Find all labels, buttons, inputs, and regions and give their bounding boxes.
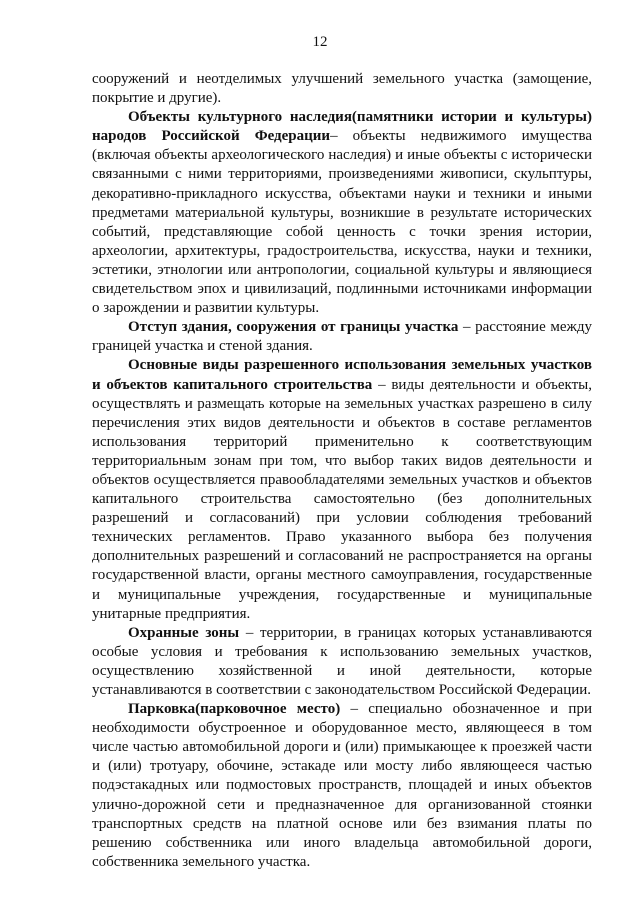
definition-term: Объекты культурного наследия(памятники истории и культуры) народов Российской Федерации: [92, 109, 592, 145]
definition-text: – виды деятельности и объекты, осуществлять и размещать которые на земельных участках разрешено в силу перечисления этих видов деятельности и объектов в составе регламентов использования территорий применительно к соответствующим территориальным зонам при том, что выбор таких видов деятельности и объектов осуществляется правообладателями земельных участков и объектов капитального строительства самостоятельно (без дополнительных разрешений и согласований) при условии соблюдения требований технических регламентов. Право указанного выбора без получения дополнительных разрешений и согласований не распространяется на органы государственной власти, органы местного самоуправления, государственные и муниципальные учреждения, государственные и муниципальные унитарные предприятия.: [92, 376, 592, 622]
page-number: 12: [312, 34, 328, 50]
definition-text: – расстояние между границей участка и стеной здания.: [92, 319, 592, 355]
definition-permitted-use: [92, 356, 592, 623]
definition-term: Парковка(парковочное место): [128, 701, 341, 718]
definition-building-setback: [92, 318, 592, 356]
definition-term: Отступ здания, сооружения от границы участка: [128, 319, 459, 336]
definition-cultural-heritage: [92, 108, 592, 318]
definition-text: – объекты недвижимого имущества (включая объекты археологического наследия) и иные объекты с исторически связанными с ними территориями, произведениями живописи, скульптуры, декоративно-прикладного искусства, объектами науки и техники и иными предметами материальной культуры, возникшие в результате исторических событий, представляющие собой ценность с точки зрения истории, археологии, архитектуры, градостроительства, искусства, науки и техники, эстетики, этнологии или антропологии, социальной культуры и являющиеся свидетельством эпох и цивилизаций, подлинными источниками информации о зарождении и развитии культуры.: [92, 128, 592, 317]
paragraph-continuation: [92, 70, 592, 108]
definition-text: – территории, в границах которых устанавливаются особые условия и требования к использованию земельных участков, осуществлению хозяйственной и иной деятельности, которые устанавливаются в соответствии с законодательством Российской Федерации.: [92, 624, 592, 698]
definition-text: – специально обозначенное и при необходимости обустроенное и оборудованное место, являющееся в том числе частью автомобильной дороги и (или) примыкающее к проезжей части и (или) тротуару, обочине, эстакаде или мосту либо являющееся частью подэстакадных или подмостовых пространств, площадей и иных объектов улично-дорожной сети и предназначенное для организованной стоянки транспортных средств на платной основе или без взимания платы по решению собственника или иного владельца автомобильной дороги, собственника земельного участка.: [92, 701, 592, 870]
definition-parking: [92, 700, 592, 872]
definition-term: Охранные зоны: [128, 624, 240, 641]
paragraph-text: сооружений и неотделимых улучшений земельного участка (замощение, покрытие и другие).: [92, 71, 592, 107]
definition-protection-zones: [92, 624, 592, 700]
document-body: [92, 70, 592, 872]
definition-term: Основные виды разрешенного использования земельных участков и объектов капитального строительства: [92, 357, 592, 393]
